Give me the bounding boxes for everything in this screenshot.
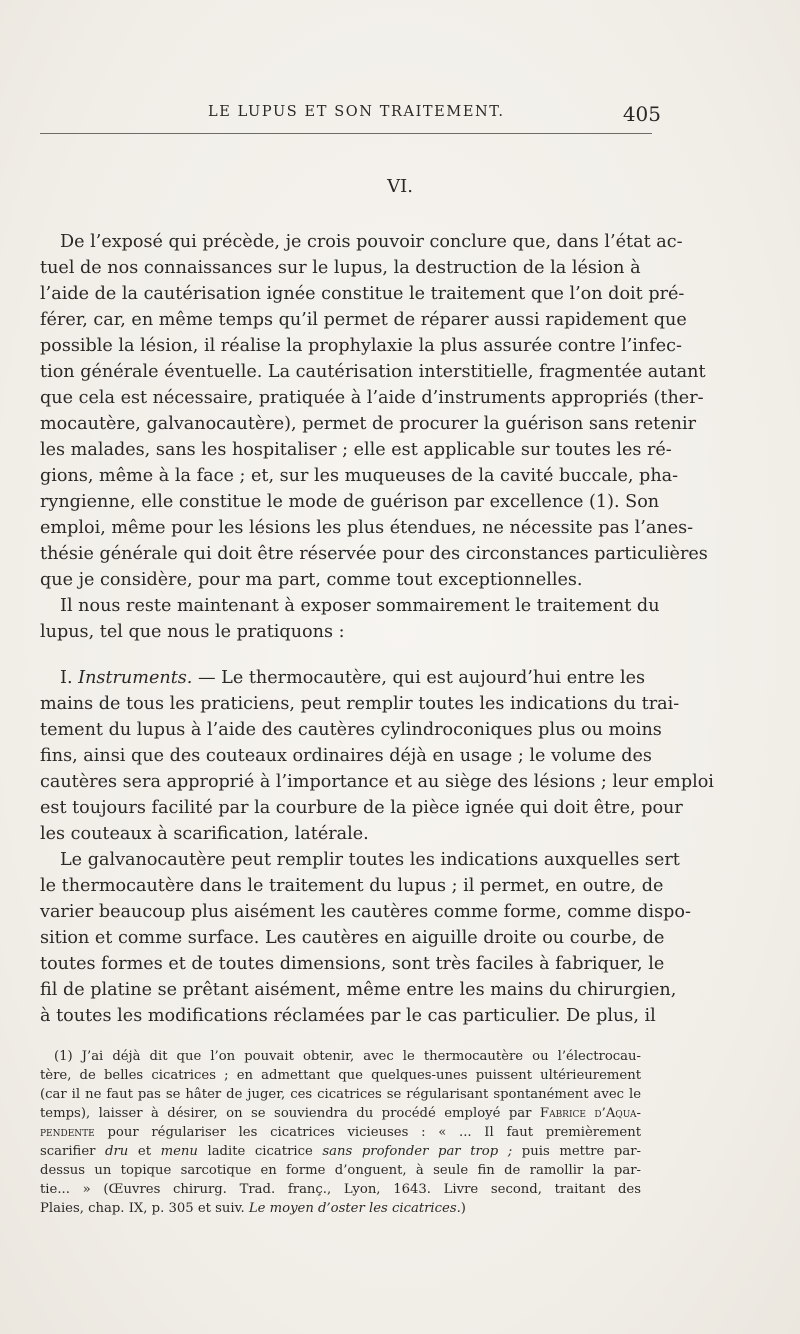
footnote-line: Plaies, chap. IX, p. 305 et suiv. Le moyen d’oster les cicatrices.) — [40, 1201, 466, 1216]
page-number: 405 — [622, 102, 661, 126]
body-line: fins, ainsi que des couteaux ordinaires déjà en usage ; le volume des — [40, 746, 652, 766]
footnote-line: (1) J’ai déjà dit que l’on pouvait obtenir, avec le thermocautère ou l’électrocau- — [54, 1049, 641, 1064]
body-line: fil de platine se prêtant aisément, même entre les mains du chirurgien, — [40, 980, 677, 1000]
footnote-italic: dru — [105, 1144, 129, 1159]
instruments-heading-text: — Le thermocautère, qui est aujourd’hui entre les — [192, 668, 646, 688]
instruments-title: Instruments. — [78, 668, 193, 688]
body-line: les couteaux à scarification, latérale. — [40, 824, 369, 844]
body-line: à toutes les modifications réclamées par le cas particulier. De plus, il — [40, 1006, 656, 1026]
footnote-author: pendente — [40, 1125, 95, 1140]
footnote-line: dessus un topique sarcotique en forme d’onguent, à seule fin de ramollir la par- — [40, 1163, 641, 1178]
footnote-text: scarifier — [40, 1144, 106, 1159]
body-line: tion générale éventuelle. La cautérisation interstitielle, fragmentée autant — [40, 362, 706, 382]
body-line: tement du lupus à l’aide des cautères cylindroconiques plus ou moins — [40, 720, 662, 740]
body-line: que je considère, pour ma part, comme tout exceptionnelles. — [40, 570, 583, 590]
running-title: LE LUPUS ET SON TRAITEMENT. — [208, 104, 505, 120]
page-header — [40, 102, 661, 130]
body-line: De l’exposé qui précède, je crois pouvoir conclure que, dans l’état ac- — [60, 232, 683, 252]
body-line: est toujours facilité par la courbure de la pièce ignée qui doit être, pour — [40, 798, 683, 818]
footnote-text: pour régulariser les cicatrices vicieuses : « ... Il faut premièrement — [94, 1125, 641, 1140]
footnote-line — [40, 1142, 641, 1161]
footnote-text: temps), laisser à désirer, on se souviendra du procédé employé par — [40, 1106, 540, 1121]
body-line: l’aide de la cautérisation ignée constitue le traitement que l’on doit pré- — [40, 284, 685, 304]
body-line: gions, même à la face ; et, sur les muqueuses de la cavité buccale, pha- — [40, 466, 679, 486]
footnote-line: tie... » (Œuvres chirurg. Trad. franç., Lyon, 1643. Livre second, traitant des — [40, 1182, 641, 1197]
footnote-italic: menu — [160, 1144, 198, 1159]
body-line: thésie générale qui doit être réservée pour des circonstances particulières — [40, 544, 708, 564]
body-line: que cela est nécessaire, pratiquée à l’aide d’instruments appropriés (ther- — [40, 388, 704, 408]
body-line: lupus, tel que nous le pratiquons : — [40, 622, 345, 642]
body-line: férer, car, en même temps qu’il permet de réparer aussi rapidement que — [40, 310, 687, 330]
section-number: VI. — [387, 176, 413, 197]
footnote-text: et — [128, 1144, 161, 1159]
body-line: tuel de nos connaissances sur le lupus, la destruction de la lésion à — [40, 258, 641, 278]
body-line: mocautère, galvanocautère), permet de procurer la guérison sans retenir — [40, 414, 697, 434]
footnote-line: (car il ne faut pas se hâter de juger, ces cicatrices se régularisant spontanément avec le — [40, 1087, 641, 1102]
body-line: possible la lésion, il réalise la prophylaxie la plus assurée contre l’infec- — [40, 336, 682, 356]
body-line: varier beaucoup plus aisément les cautères comme forme, comme dispo- — [40, 902, 691, 922]
header-rule — [40, 133, 652, 134]
body-line: le thermocautère dans le traitement du lupus ; il permet, en outre, de — [40, 876, 664, 896]
body-line: les malades, sans les hospitaliser ; elle est applicable sur toutes les ré- — [40, 440, 672, 460]
body-line: sition et comme surface. Les cautères en aiguille droite ou courbe, de — [40, 928, 665, 948]
footnote-text: puis mettre par- — [512, 1144, 641, 1159]
body-line: emploi, même pour les lésions les plus étendues, ne nécessite pas l’anes- — [40, 518, 694, 538]
footnote-line — [40, 1104, 641, 1123]
body-line: Le galvanocautère peut remplir toutes les indications auxquelles sert — [60, 850, 680, 870]
body-line: Il nous reste maintenant à exposer sommairement le traitement du — [60, 596, 660, 616]
instruments-number: I. — [60, 668, 73, 688]
footnote-italic: sans profonder par trop ; — [322, 1144, 513, 1159]
footnote-text: ladite cicatrice — [197, 1144, 323, 1159]
footnote-line — [40, 1123, 641, 1142]
footnote-text: Plaies, chap. IX, p. 305 et suiv. — [40, 1201, 249, 1216]
footnote-author: Fabrice d’Aqua- — [539, 1106, 641, 1121]
body-line: ryngienne, elle constitue le mode de guérison par excellence (1). Son — [40, 492, 660, 512]
body-line: mains de tous les praticiens, peut remplir toutes les indications du trai- — [40, 694, 680, 714]
instruments-heading-line — [60, 665, 646, 691]
footnote-line: tère, de belles cicatrices ; en admettant que quelques-unes puissent ultérieurement — [40, 1068, 641, 1083]
footnote-italic: Le moyen d’oster les cicatrices. — [248, 1201, 461, 1216]
body-line: toutes formes et de toutes dimensions, sont très faciles à fabriquer, le — [40, 954, 665, 974]
body-line: cautères sera approprié à l’importance et au siège des lésions ; leur emploi — [40, 772, 714, 792]
